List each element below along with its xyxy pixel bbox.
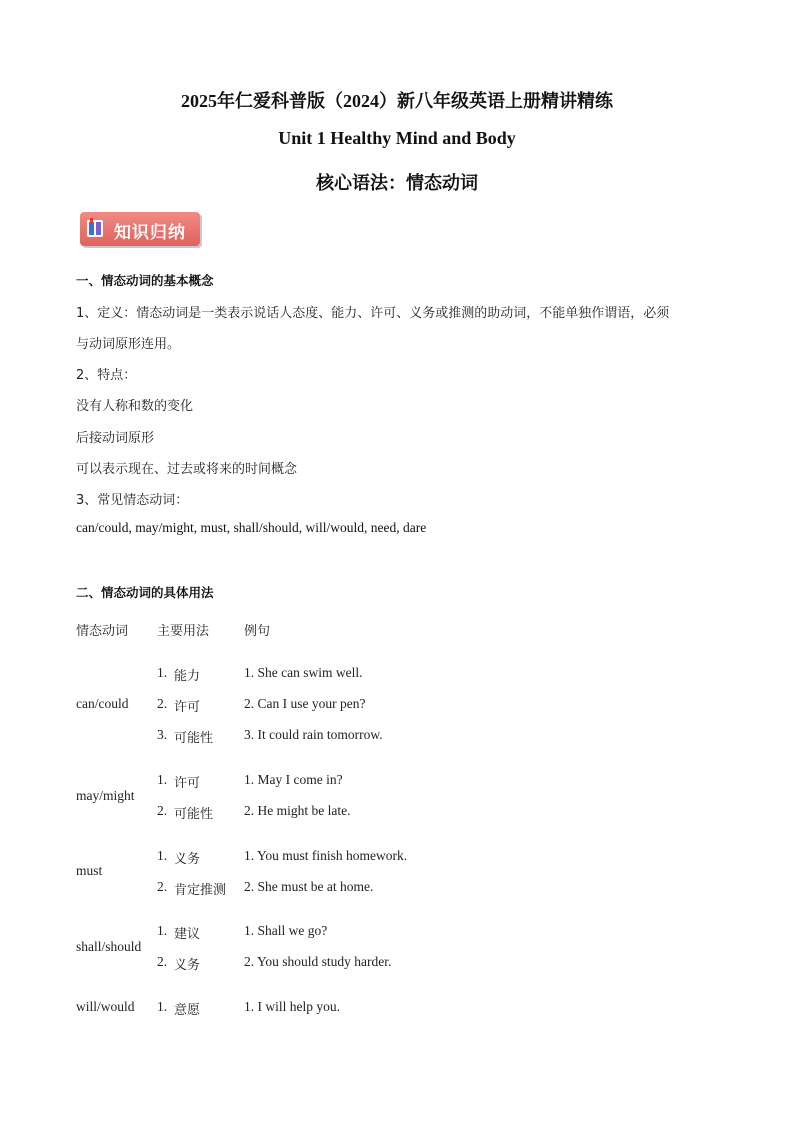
usage-number: 2.: [157, 803, 168, 818]
usage-text: 意愿: [174, 1003, 201, 1018]
usage-number: 1.: [157, 665, 168, 680]
definition-line-2: 与动词原形连用。: [76, 337, 181, 352]
features-label: 2、特点：: [76, 368, 137, 383]
common-modals-list: can/could, may/might, must, shall/should, will/would, need, dare: [76, 520, 427, 535]
feature-item: 没有人称和数的变化: [76, 399, 194, 414]
usage-text: 建议: [174, 927, 201, 942]
unit-title: Unit 1 Healthy Mind and Body: [278, 128, 516, 148]
knowledge-summary-badge: [80, 212, 200, 246]
usage-text: 义务: [174, 852, 201, 867]
common-modals-label: 3、常见情态动词：: [76, 493, 189, 508]
usage-number: 1.: [157, 848, 168, 863]
column-header-example: 例句: [244, 624, 271, 639]
usage-text: 肯定推测: [174, 883, 227, 898]
modal-verb: may/might: [76, 788, 135, 803]
column-header-usage: 主要用法: [157, 624, 210, 639]
modal-verb: shall/should: [76, 939, 142, 954]
book-icon: [86, 218, 104, 239]
usage-text: 可能性: [174, 807, 214, 822]
document-title: 2025年仁爱科普版（2024）新八年级英语上册精讲精练: [181, 91, 613, 111]
definition-line-1: 1、定义：情态动词是一类表示说话人态度、能力、许可、义务或推测的助动词，不能单独作谓语，必须: [76, 306, 670, 321]
usage-number: 2.: [157, 696, 168, 711]
usage-text: 义务: [174, 958, 201, 973]
modal-verb: must: [76, 863, 103, 878]
example-sentence: 1. She can swim well.: [244, 665, 363, 680]
example-sentence: 2. He might be late.: [244, 803, 351, 818]
section-2-heading: 二、情态动词的具体用法: [76, 585, 214, 600]
column-header-modal: 情态动词: [76, 624, 129, 639]
example-sentence: 1. You must finish homework.: [244, 848, 408, 863]
example-sentence: 3. It could rain tomorrow.: [244, 727, 383, 742]
feature-item: 可以表示现在、过去或将来的时间概念: [76, 462, 298, 477]
usage-text: 可能性: [174, 731, 214, 746]
example-sentence: 1. May I come in?: [244, 772, 343, 787]
usage-number: 1.: [157, 772, 168, 787]
usage-text: 能力: [174, 669, 201, 684]
section-1-heading: 一、情态动词的基本概念: [76, 273, 214, 288]
grammar-topic-title: 核心语法：情态动词: [316, 173, 478, 193]
example-sentence: 1. Shall we go?: [244, 923, 328, 938]
example-sentence: 2. She must be at home.: [244, 879, 374, 894]
example-sentence: 2. You should study harder.: [244, 954, 392, 969]
usage-number: 1.: [157, 923, 168, 938]
usage-number: 3.: [157, 727, 168, 742]
modal-verb: can/could: [76, 696, 129, 711]
example-sentence: 2. Can I use your pen?: [244, 696, 366, 711]
usage-text: 许可: [174, 776, 201, 791]
usage-text: 许可: [174, 700, 201, 715]
feature-item: 后接动词原形: [76, 431, 155, 446]
modal-verb: will/would: [76, 999, 135, 1014]
badge-label: 知识归纳: [114, 223, 186, 243]
example-sentence: 1. I will help you.: [244, 999, 340, 1014]
usage-number: 2.: [157, 879, 168, 894]
usage-number: 2.: [157, 954, 168, 969]
usage-number: 1.: [157, 999, 168, 1014]
